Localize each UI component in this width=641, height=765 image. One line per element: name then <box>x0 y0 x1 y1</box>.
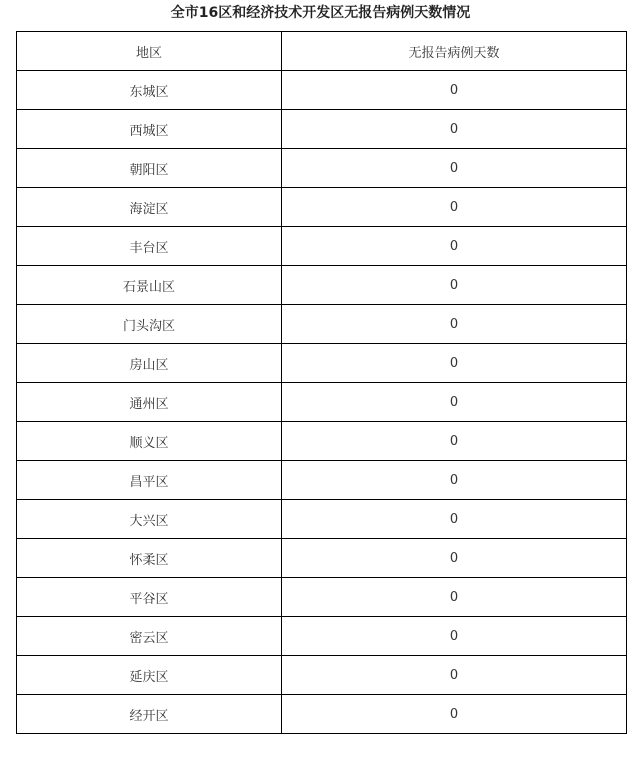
header-no-case-days: 无报告病例天数 <box>282 32 627 71</box>
district-cell: 通州区 <box>17 383 282 422</box>
district-cell: 丰台区 <box>17 227 282 266</box>
table-row <box>17 227 627 266</box>
table-row <box>17 695 627 734</box>
table-row <box>17 461 627 500</box>
days-cell: 0 <box>282 188 627 227</box>
district-cell: 朝阳区 <box>17 149 282 188</box>
days-cell: 0 <box>282 227 627 266</box>
days-cell: 0 <box>282 110 627 149</box>
district-cell: 平谷区 <box>17 578 282 617</box>
district-cell: 密云区 <box>17 617 282 656</box>
table-row <box>17 578 627 617</box>
district-cell: 大兴区 <box>17 500 282 539</box>
days-cell: 0 <box>282 149 627 188</box>
district-cell: 怀柔区 <box>17 539 282 578</box>
district-cell: 石景山区 <box>17 266 282 305</box>
table-row <box>17 617 627 656</box>
days-cell: 0 <box>282 305 627 344</box>
days-cell: 0 <box>282 383 627 422</box>
days-cell: 0 <box>282 656 627 695</box>
days-cell: 0 <box>282 500 627 539</box>
table-row <box>17 305 627 344</box>
table-header-row <box>17 32 627 71</box>
days-cell: 0 <box>282 617 627 656</box>
table-row <box>17 188 627 227</box>
table-row <box>17 656 627 695</box>
district-cell: 昌平区 <box>17 461 282 500</box>
district-cell: 房山区 <box>17 344 282 383</box>
days-cell: 0 <box>282 422 627 461</box>
days-cell: 0 <box>282 578 627 617</box>
days-cell: 0 <box>282 344 627 383</box>
days-cell: 0 <box>282 695 627 734</box>
district-cell: 经开区 <box>17 695 282 734</box>
table-row <box>17 539 627 578</box>
table-title: 全市16区和经济技术开发区无报告病例天数情况 <box>170 5 471 21</box>
table-row <box>17 266 627 305</box>
days-cell: 0 <box>282 266 627 305</box>
days-cell: 0 <box>282 539 627 578</box>
table-row <box>17 71 627 110</box>
district-cell: 延庆区 <box>17 656 282 695</box>
table-row <box>17 344 627 383</box>
header-district: 地区 <box>17 32 282 71</box>
table-row <box>17 149 627 188</box>
no-case-days-table <box>16 31 627 734</box>
table-row <box>17 422 627 461</box>
district-cell: 门头沟区 <box>17 305 282 344</box>
table-row <box>17 383 627 422</box>
table-row <box>17 110 627 149</box>
days-cell: 0 <box>282 461 627 500</box>
district-cell: 西城区 <box>17 110 282 149</box>
district-cell: 顺义区 <box>17 422 282 461</box>
table-row <box>17 500 627 539</box>
district-cell: 东城区 <box>17 71 282 110</box>
district-cell: 海淀区 <box>17 188 282 227</box>
days-cell: 0 <box>282 71 627 110</box>
